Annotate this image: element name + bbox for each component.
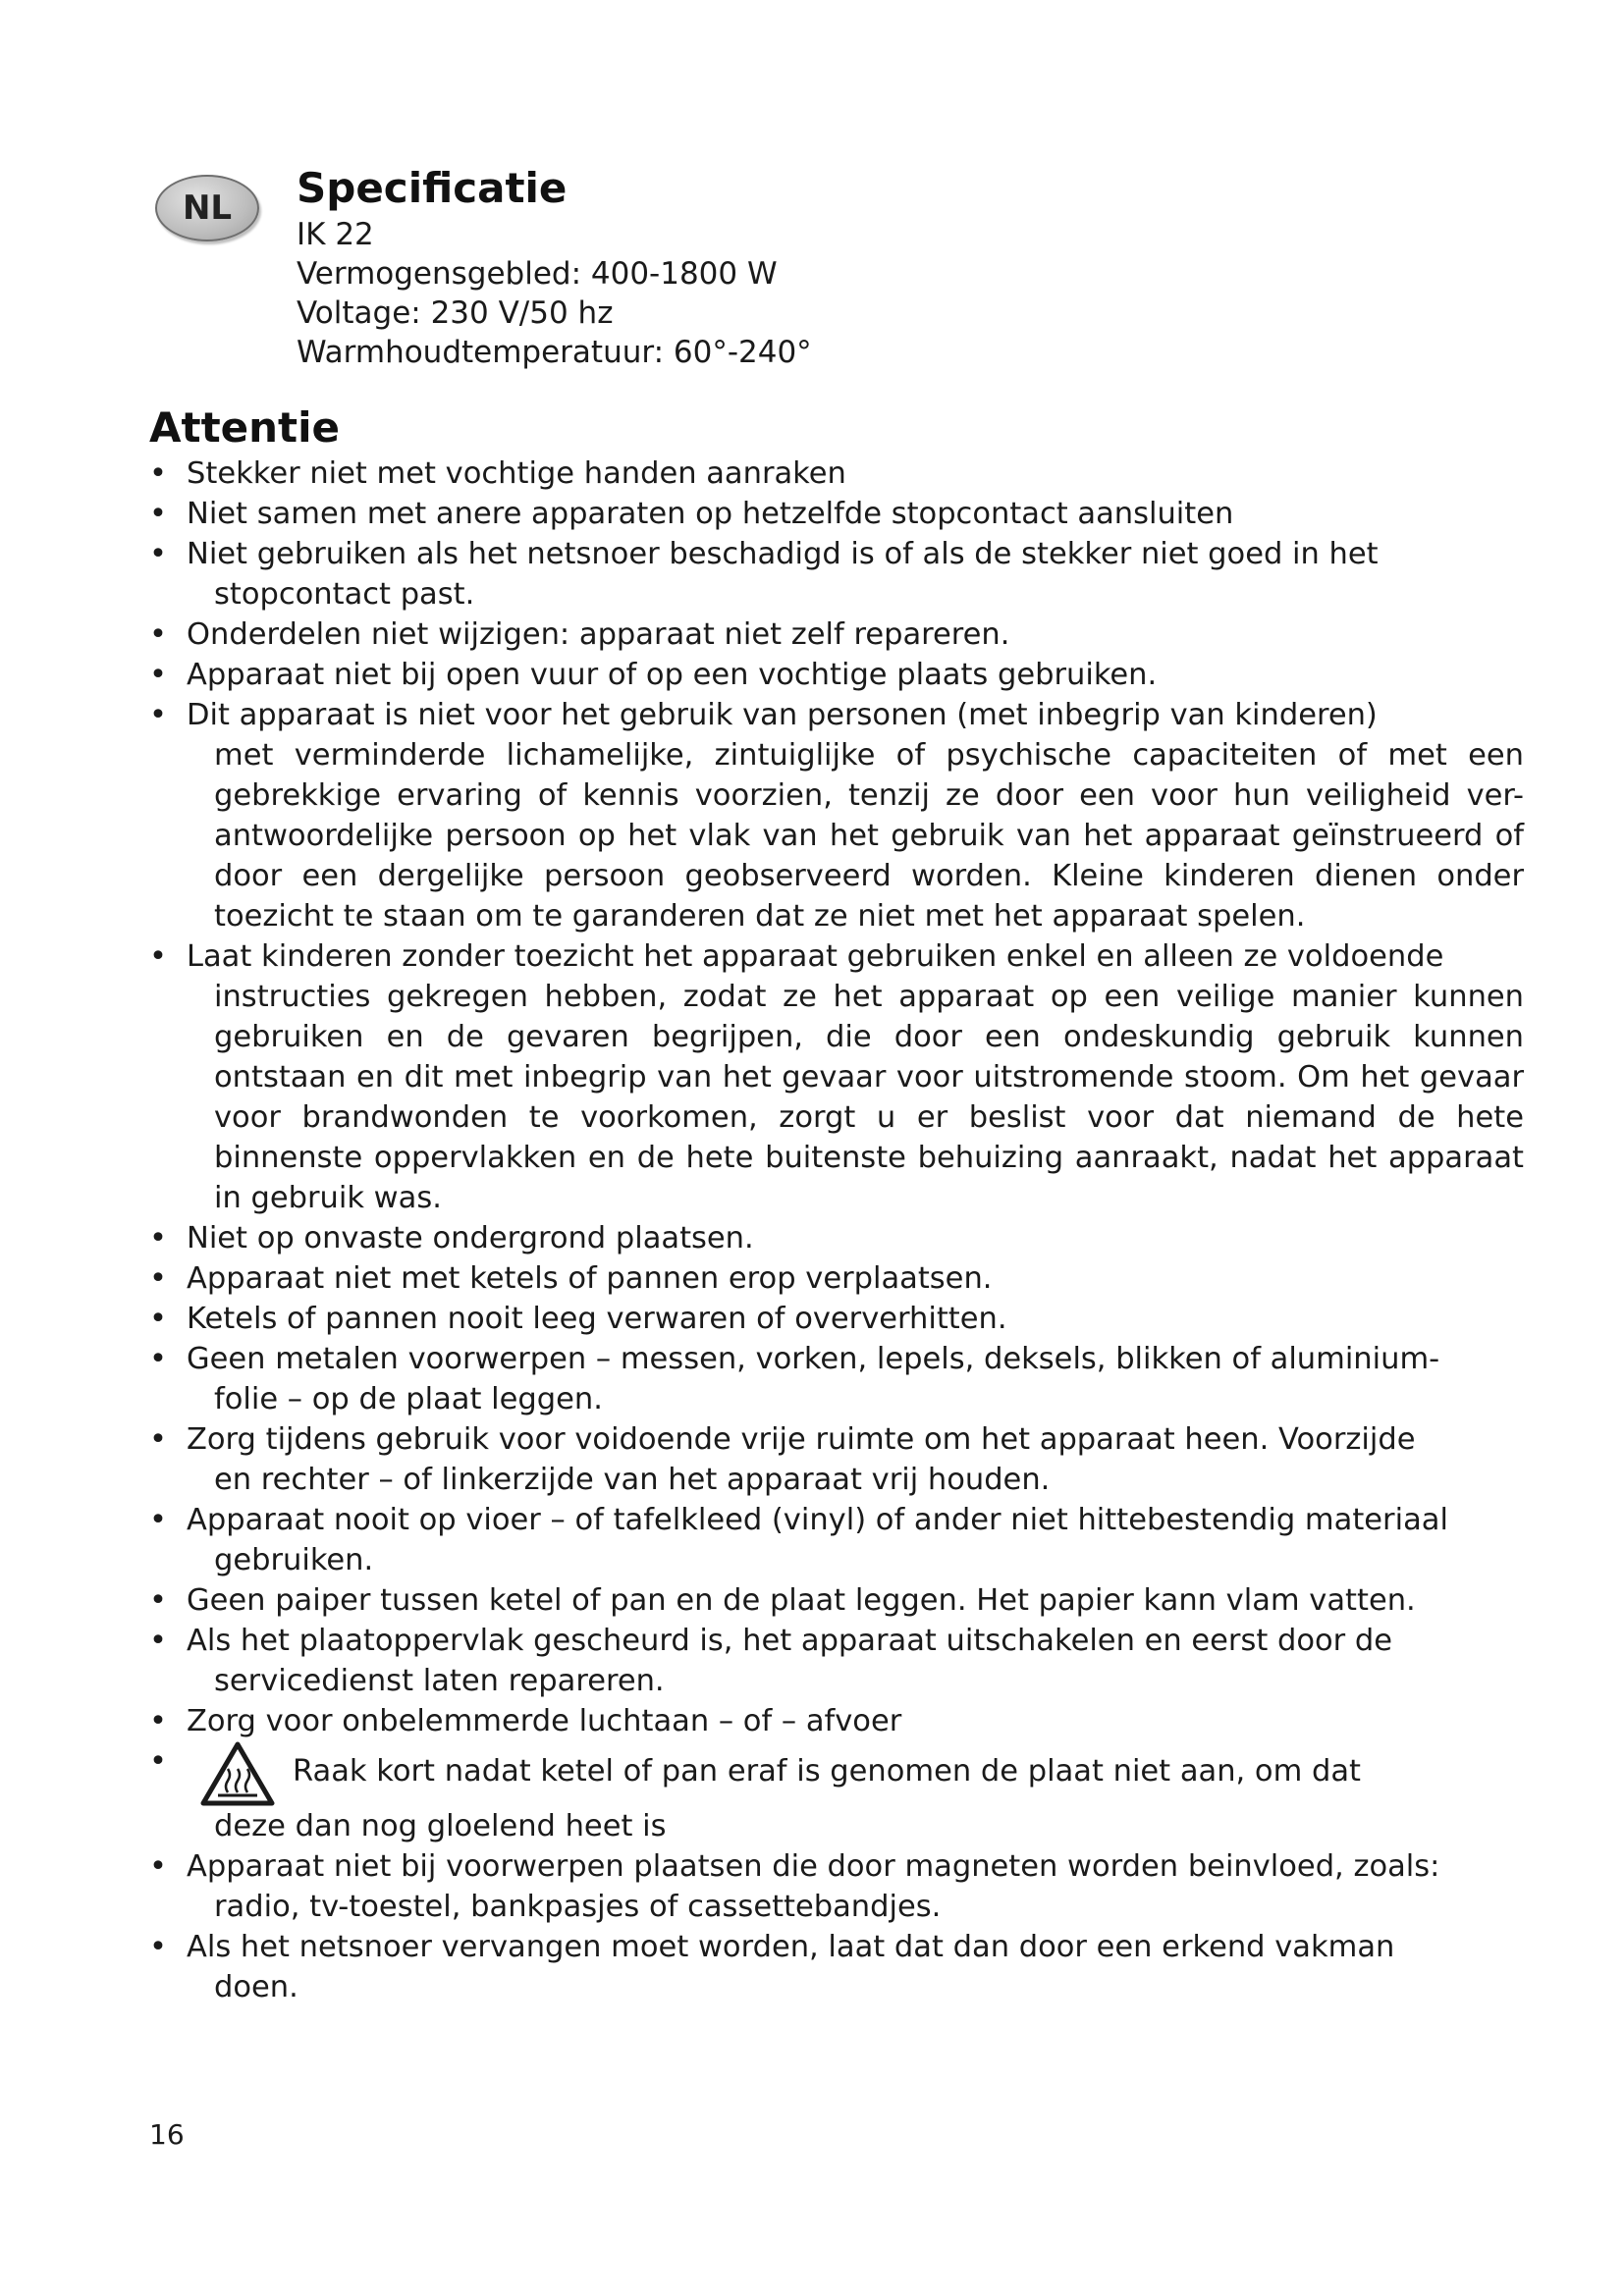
list-item — [149, 936, 1524, 1218]
bullet: • — [149, 1342, 167, 1376]
bullet: • — [149, 1704, 167, 1738]
list-item — [149, 614, 1524, 655]
specification-section — [297, 162, 1475, 372]
list-item-text: Apparaat niet bij voorwerpen plaatsen die door magneten worden beinvloed, zoals: — [187, 1849, 1440, 1884]
bullet: • — [149, 1422, 167, 1457]
list-item-text: Raak kort nadat ketel of pan eraf is genomen de plaat niet aan, om dat — [293, 1754, 1362, 1789]
bullet: • — [149, 1221, 167, 1255]
list-item-text: Niet gebruiken als het netsnoer beschadigd is of als de stekker niet goed in het — [187, 537, 1379, 571]
spec-temperature: Warmhoudtemperatuur: 60°-240° — [297, 335, 812, 370]
list-item — [149, 1621, 1524, 1701]
list-item — [149, 1701, 1524, 1741]
list-item-continuation: servicedienst laten repareren. — [214, 1664, 665, 1698]
page-number: 16 — [149, 2118, 185, 2151]
list-item-text: Apparaat niet met ketels of pannen erop verplaatsen. — [187, 1261, 993, 1296]
attention-section — [149, 402, 1524, 2007]
warning-list-item — [149, 1741, 1524, 1846]
list-item-continuation: deze dan nog gloelend heet is — [214, 1809, 667, 1843]
list-item — [149, 1339, 1524, 1419]
bullet: • — [149, 1624, 167, 1658]
language-badge: NL — [155, 175, 259, 241]
bullet: • — [149, 1261, 167, 1296]
bullet: • — [149, 456, 167, 491]
bullet: • — [149, 1503, 167, 1537]
list-item — [149, 655, 1524, 695]
bullet: • — [149, 497, 167, 531]
list-item-continuation: instructies gekregen hebben, zodat ze het apparaat op een veilige manier kunnen gebruiken en de gevaren begrijpen, die door een ondeskundig gebruik kunnen ontstaan en dit met inbegrip van het gevaar voor uitstromende stoom. Om het gevaar voor brandwonden te voorkomen, zorgt u er beslist voor dat niemand de hete binnenste oppervlakken en de hete buitenste behuizing aanraakt, nadat het apparaat in gebruik was. — [214, 980, 1524, 1215]
list-item-text: Onderdelen niet wijzigen: apparaat niet zelf repareren. — [187, 617, 1010, 652]
list-item-continuation: radio, tv-toestel, bankpasjes of cassettebandjes. — [214, 1890, 942, 1924]
list-item — [149, 534, 1524, 614]
list-item — [149, 1927, 1524, 2007]
list-item — [149, 1258, 1524, 1299]
list-item-text: Geen metalen voorwerpen – messen, vorken, lepels, deksels, blikken of aluminium- — [187, 1342, 1440, 1376]
list-item-text: Zorg tijdens gebruik voor voidoende vrije ruimte om het apparaat heen. Voorzijde — [187, 1422, 1416, 1457]
list-item-text: Apparaat niet bij open vuur of op een vochtige plaats gebruiken. — [187, 658, 1158, 692]
bullet: • — [149, 658, 167, 692]
bullet: • — [149, 617, 167, 652]
list-item — [149, 1580, 1524, 1621]
spec-model: IK 22 — [297, 217, 374, 252]
list-item-continuation: folie – op de plaat leggen. — [214, 1382, 603, 1416]
bullet: • — [149, 698, 167, 732]
list-item-continuation: met verminderde lichamelijke, zintuiglijke of psychische capaciteiten of met een gebrekkige ervaring of kennis voorzien, tenzij ze door een voor hun veiligheid ver-antwoordelijke persoon op het vlak van het gebruik van het apparaat geïnstrueerd of door een dergelijke persoon geobserveerd worden. Kleine kinderen dienen onder toezicht te staan om te garanderen dat ze niet met het apparaat spelen. — [214, 738, 1524, 934]
list-item-text: Stekker niet met vochtige handen aanraken — [187, 456, 846, 491]
list-item — [149, 1218, 1524, 1258]
list-item — [149, 1500, 1524, 1580]
list-item-text: Geen paiper tussen ketel of pan en de plaat leggen. Het papier kann vlam vatten. — [187, 1583, 1416, 1618]
list-item-text: Als het plaatoppervlak gescheurd is, het apparaat uitschakelen en eerst door de — [187, 1624, 1393, 1658]
list-item — [149, 1299, 1524, 1339]
bullet: • — [149, 1302, 167, 1336]
bullet: • — [149, 1583, 167, 1618]
bullet: • — [149, 1930, 167, 1964]
list-item-text: Niet op onvaste ondergrond plaatsen. — [187, 1221, 754, 1255]
list-item — [149, 1419, 1524, 1500]
spec-power: Vermogensgebled: 400-1800 W — [297, 256, 778, 292]
bullet: • — [149, 939, 167, 974]
list-item — [149, 494, 1524, 534]
specification-title: Specificatie — [297, 164, 568, 212]
hot-surface-warning-icon — [200, 1741, 275, 1806]
bullet: • — [149, 1744, 167, 1779]
list-item-text: Dit apparaat is niet voor het gebruik van personen (met inbegrip van kinderen) — [187, 698, 1378, 732]
list-item-continuation: stopcontact past. — [214, 577, 475, 612]
bullet: • — [149, 1849, 167, 1884]
spec-voltage: Voltage: 230 V/50 hz — [297, 295, 614, 331]
attention-title: Attentie — [149, 403, 341, 452]
list-item-text: Laat kinderen zonder toezicht het apparaat gebruiken enkel en alleen ze voldoende — [187, 939, 1444, 974]
list-item-continuation: gebruiken. — [214, 1543, 374, 1577]
list-item-text: Zorg voor onbelemmerde luchtaan – of – afvoer — [187, 1704, 902, 1738]
list-item-text: Apparaat nooit op vioer – of tafelkleed (vinyl) of ander niet hittebestendig materiaal — [187, 1503, 1448, 1537]
list-item-text: Ketels of pannen nooit leeg verwaren of oververhitten. — [187, 1302, 1007, 1336]
bullet: • — [149, 537, 167, 571]
list-item — [149, 1846, 1524, 1927]
list-item-continuation: doen. — [214, 1970, 298, 2004]
list-item — [149, 695, 1524, 936]
list-item-text: Als het netsnoer vervangen moet worden, laat dat dan door een erkend vakman — [187, 1930, 1395, 1964]
list-item — [149, 454, 1524, 494]
list-item-continuation: en rechter – of linkerzijde van het apparaat vrij houden. — [214, 1463, 1051, 1497]
attention-list — [149, 454, 1524, 2007]
list-item-text: Niet samen met anere apparaten op hetzelfde stopcontact aansluiten — [187, 497, 1234, 531]
